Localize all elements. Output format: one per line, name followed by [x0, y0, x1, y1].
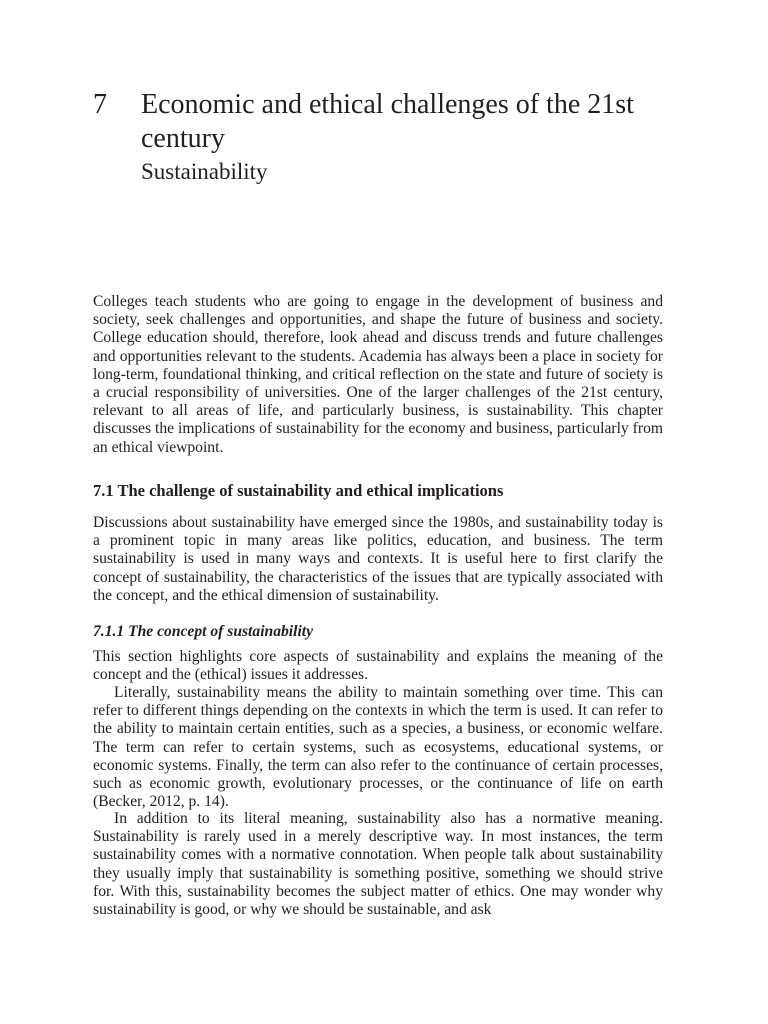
subsection-paragraph-1: This section highlights core aspects of sustainability and explains the meaning of the concept and the (ethical) issues it addresses. — [93, 648, 663, 684]
subsection-paragraph-2: Literally, sustainability means the ability to maintain something over time. This can refer to different things depending on the contexts in which the term is used. It can refer to the ability to maintain certain entities, such as a species, a business, or economic welfare. The term can refer to certain systems, such as ecosystems, educational systems, or economic systems. Finally, the term can also refer to the continuance of certain processes, such as economic growth, evolutionary processes, or the continuance of life on earth (Becker, 2012, p. 14). — [93, 684, 663, 811]
chapter-subtitle: Sustainability — [141, 159, 268, 184]
subsection-paragraph-3: In addition to its literal meaning, sustainability also has a normative meaning. Sustainability is rarely used in a merely descriptive way. In most instances, the term sustainability comes with a normative connotation. When people talk about sustainability they usually imply that sustainability is something positive, something we should strive for. With this, sustainability becomes the subject matter of ethics. One may wonder why sustainability is good, or why we should be sustainable, and ask — [93, 810, 663, 919]
chapter-number: 7 — [93, 89, 107, 120]
chapter-title: Economic and ethical challenges of the 21st century — [141, 89, 634, 154]
intro-paragraph: Colleges teach students who are going to engage in the development of business and society, seek challenges and opportunities, and shape the future of business and society. College education should, therefore, look ahead and discuss trends and future challenges and opportunities relevant to the students. Academia has always been a place in society for long-term, foundational thinking, and critical reflection on the state and future of society is a crucial responsibility of universities. One of the larger challenges of the 21st century, relevant to all areas of life, and particularly business, is sustainability. This chapter discusses the implications of sustainability for the economy and business, particularly from an ethical viewpoint. — [93, 293, 663, 456]
section-paragraph: Discussions about sustainability have emerged since the 1980s, and sustainability today is a prominent topic in many areas like politics, education, and business. The term sustainability is used in many ways and contexts. It is useful here to first clarify the concept of sustainability, the characteristics of the issues that are typically associated with the concept, and the ethical dimension of sustainability. — [93, 514, 663, 604]
subsection-heading: 7.1.1 The concept of sustainability — [93, 623, 314, 640]
section-heading: 7.1 The challenge of sustainability and ethical implications — [93, 481, 504, 500]
